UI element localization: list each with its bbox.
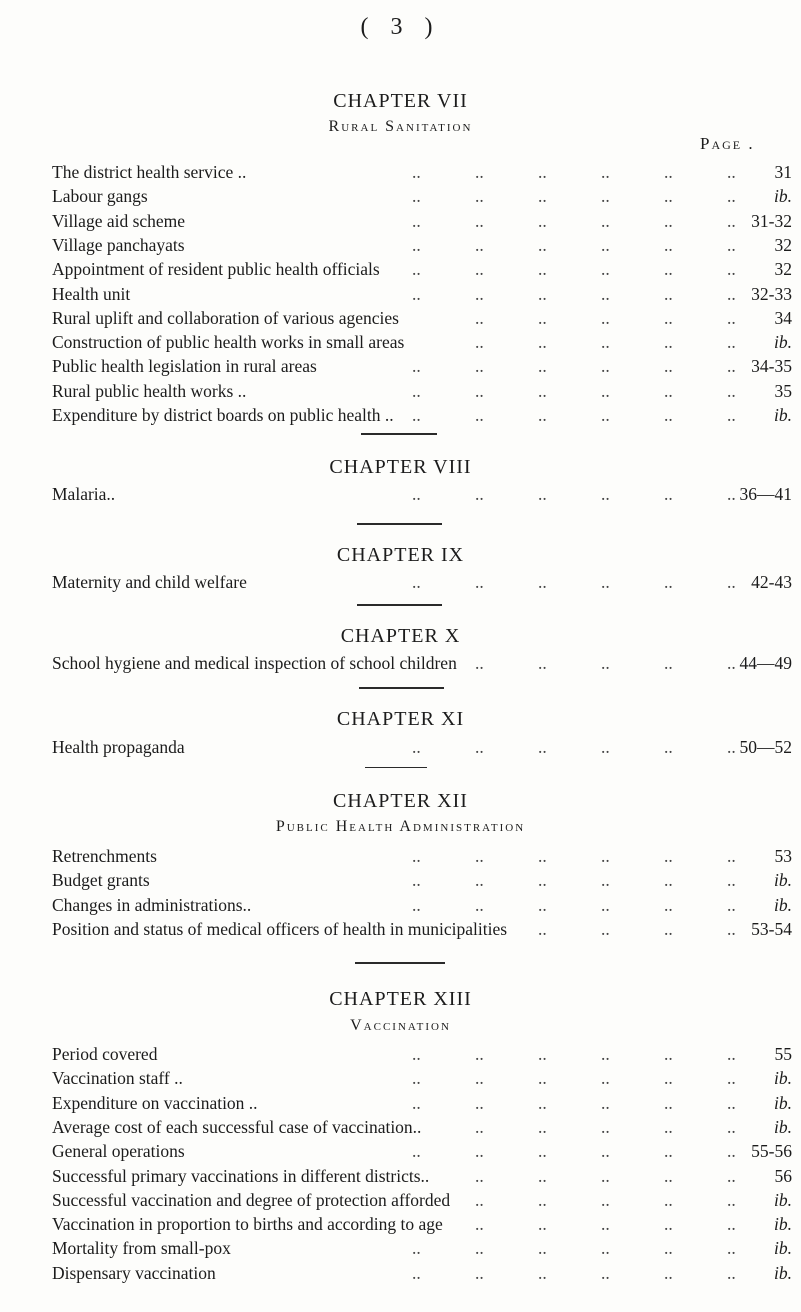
chapter-heading: CHAPTER XII xyxy=(333,790,468,812)
toc-entry-title: Successful primary vaccinations in different districts.. xyxy=(52,1165,430,1186)
toc-entry-title: Expenditure on vaccination .. xyxy=(52,1092,258,1113)
toc-entry-title: Labour gangs xyxy=(52,186,148,207)
toc-entry-title: Village panchayats xyxy=(52,234,185,255)
toc-entry: Changes in administrations.. .. .. .. .. .. .. ib. xyxy=(52,894,792,915)
toc-entry: Vaccination staff .. .. .. .. .. .. .. ib. xyxy=(52,1068,792,1089)
chapter-heading: CHAPTER VII xyxy=(333,90,468,112)
toc-entry: Appointment of resident public health officials .. .. .. .. .. .. 32 xyxy=(52,259,792,280)
toc-entry-title: Health propaganda xyxy=(52,737,185,757)
toc-entry: Malaria.. .. .. .. .. .. .. 36—41 xyxy=(52,484,792,504)
toc-entry: Dispensary vaccination .. .. .. .. .. .. ib. xyxy=(52,1262,792,1283)
toc-entry-page: ib. xyxy=(774,894,792,915)
toc-entry-title: Rural public health works .. xyxy=(52,380,247,401)
chapter-heading: CHAPTER XIII xyxy=(329,988,472,1010)
toc-entry-page: 34 xyxy=(774,307,792,328)
toc-entry: Vaccination in proportion to births and according to age .. .. .. .. .. ib. xyxy=(52,1214,792,1235)
toc-entry-title: Average cost of each successful case of vaccination.. xyxy=(52,1116,422,1137)
toc-entry-title: Budget grants xyxy=(52,870,150,891)
toc-entry-title: Rural uplift and collaboration of various agencies xyxy=(52,307,399,328)
divider xyxy=(365,767,427,768)
page-number: ( 3 ) xyxy=(360,14,441,40)
toc-entry-page: 35 xyxy=(774,380,792,401)
toc-entry-title: Appointment of resident public health officials xyxy=(52,259,380,280)
toc-entry: Retrenchments .. .. .. .. .. .. 53 xyxy=(52,846,792,866)
toc-entry-page: 53 xyxy=(774,846,792,866)
toc-entry-page: ib. xyxy=(774,1068,792,1089)
toc-entry-page: 42-43 xyxy=(751,572,792,592)
toc-entry-page: ib. xyxy=(774,1189,792,1210)
toc-entry-page: ib. xyxy=(774,332,792,353)
toc-entry-page: 32-33 xyxy=(751,283,792,304)
chapter-subtitle: Vaccination xyxy=(350,1017,451,1034)
toc-entry-page: ib. xyxy=(774,186,792,207)
divider xyxy=(355,962,445,964)
toc-entry: Health propaganda .. .. .. .. .. .. 50—52 xyxy=(52,737,792,757)
toc-entry: School hygiene and medical inspection of school children .. .. .. .. .. 44—49 xyxy=(52,653,792,673)
toc-entry: Village aid scheme .. .. .. .. .. .. 31-32 xyxy=(52,210,792,231)
toc-entry-title: Mortality from small-pox xyxy=(52,1238,231,1259)
toc-entry-page: 32 xyxy=(774,259,792,280)
toc-entry: Public health legislation in rural areas .. .. .. .. .. .. 34-35 xyxy=(52,356,792,377)
toc-entry: Period covered .. .. .. .. .. .. 55 xyxy=(52,1044,792,1064)
toc-entry-title: Malaria.. xyxy=(52,484,116,504)
divider xyxy=(357,523,442,525)
toc-entry: Position and status of medical officers of health in municipalities .. .. .. .. 53-54 xyxy=(52,919,792,940)
toc-entry-page: 44—49 xyxy=(739,653,792,673)
toc-entry: Budget grants .. .. .. .. .. .. ib. xyxy=(52,870,792,891)
divider xyxy=(359,687,444,689)
toc-entry-title: Vaccination in proportion to births and according to age xyxy=(52,1214,443,1235)
toc-entry-title: The district health service .. xyxy=(52,162,247,182)
toc-entry: Rural public health works .. .. .. .. .. .. .. 35 xyxy=(52,380,792,401)
chapter-heading: CHAPTER IX xyxy=(336,544,465,566)
toc-entry-title: Construction of public health works in small areas xyxy=(52,332,405,353)
chapter-subtitle: Public Health Administration xyxy=(275,818,526,835)
toc-entry-page: 50—52 xyxy=(739,737,792,757)
toc-entry-page: ib. xyxy=(774,405,792,425)
toc-entry-page: ib. xyxy=(774,1092,792,1113)
toc-entry-page: ib. xyxy=(774,1116,792,1137)
toc-entry-title: Position and status of medical officers of health in municipalities xyxy=(52,919,508,940)
toc-entry-title: Public health legislation in rural areas xyxy=(52,356,317,377)
toc-entry: Rural uplift and collaboration of various agencies .. .. .. .. .. 34 xyxy=(52,307,792,328)
toc-entry: Expenditure on vaccination .. .. .. .. .. .. .. ib. xyxy=(52,1092,792,1113)
chapter-heading: CHAPTER X xyxy=(340,625,461,647)
toc-entry: General operations .. .. .. .. .. .. 55-56 xyxy=(52,1141,792,1162)
divider xyxy=(361,433,437,435)
divider xyxy=(357,604,442,606)
toc-entry-page: ib. xyxy=(774,870,792,891)
chapter-subtitle: Rural Sanitation xyxy=(328,118,473,135)
toc-entry-title: Period covered xyxy=(52,1044,158,1064)
toc-entry-title: School hygiene and medical inspection of school children xyxy=(52,653,457,673)
toc-entry-title: Village aid scheme xyxy=(52,210,186,231)
toc-entry: Maternity and child welfare .. .. .. .. .. .. 42-43 xyxy=(52,572,792,592)
toc-entry-title: Successful vaccination and degree of protection afforded xyxy=(52,1189,451,1210)
toc-entry-page: 31-32 xyxy=(751,210,792,231)
toc-entry: Expenditure by district boards on public health .. .. .. .. .. .. .. ib. xyxy=(52,405,792,425)
toc-entry-title: Health unit xyxy=(52,283,131,304)
toc-entry-title: Maternity and child welfare xyxy=(52,572,247,592)
toc-entry-page: 55-56 xyxy=(751,1141,792,1162)
toc-entry-page: 55 xyxy=(774,1044,792,1064)
toc-entry-page: 32 xyxy=(774,234,792,255)
toc-entry-title: Expenditure by district boards on public health .. xyxy=(52,405,394,425)
toc-entry-page: 34-35 xyxy=(751,356,792,377)
toc-entry: Mortality from small-pox .. .. .. .. .. .. ib. xyxy=(52,1238,792,1259)
toc-entry: Village panchayats .. .. .. .. .. .. 32 xyxy=(52,234,792,255)
toc-entry-page: ib. xyxy=(774,1238,792,1259)
toc-entry-page: ib. xyxy=(774,1262,792,1283)
toc-entry-title: Dispensary vaccination xyxy=(52,1262,216,1283)
toc-entry: Successful vaccination and degree of protection afforded .. .. .. .. .. ib. xyxy=(52,1189,792,1210)
toc-entry-page: 53-54 xyxy=(751,919,792,940)
chapter-heading: CHAPTER VIII xyxy=(329,456,472,478)
toc-entry-title: Changes in administrations.. xyxy=(52,894,252,915)
toc-entry: Successful primary vaccinations in different districts.. .. .. .. .. .. 56 xyxy=(52,1165,792,1186)
page-column-header: Page . xyxy=(700,134,755,153)
toc-entry-title: Vaccination staff .. xyxy=(52,1068,183,1089)
toc-entry-title: Retrenchments xyxy=(52,846,157,866)
toc-entry: Labour gangs .. .. .. .. .. .. ib. xyxy=(52,186,792,207)
toc-entry: Health unit .. .. .. .. .. .. 32-33 xyxy=(52,283,792,304)
toc-entry: Average cost of each successful case of vaccination.. .. .. .. .. .. ib. xyxy=(52,1116,792,1137)
chapter-heading: CHAPTER XI xyxy=(336,708,465,730)
toc-entry-page: 31 xyxy=(774,162,792,182)
toc-entry-page: 56 xyxy=(774,1165,792,1186)
toc-entry: The district health service .. .. .. .. .. .. .. 31 xyxy=(52,162,792,182)
toc-entry: Construction of public health works in small areas .. .. .. .. .. ib. xyxy=(52,332,792,353)
toc-entry-title: General operations xyxy=(52,1141,185,1162)
toc-entry-page: 36—41 xyxy=(739,484,792,504)
toc-entry-page: ib. xyxy=(774,1214,792,1235)
